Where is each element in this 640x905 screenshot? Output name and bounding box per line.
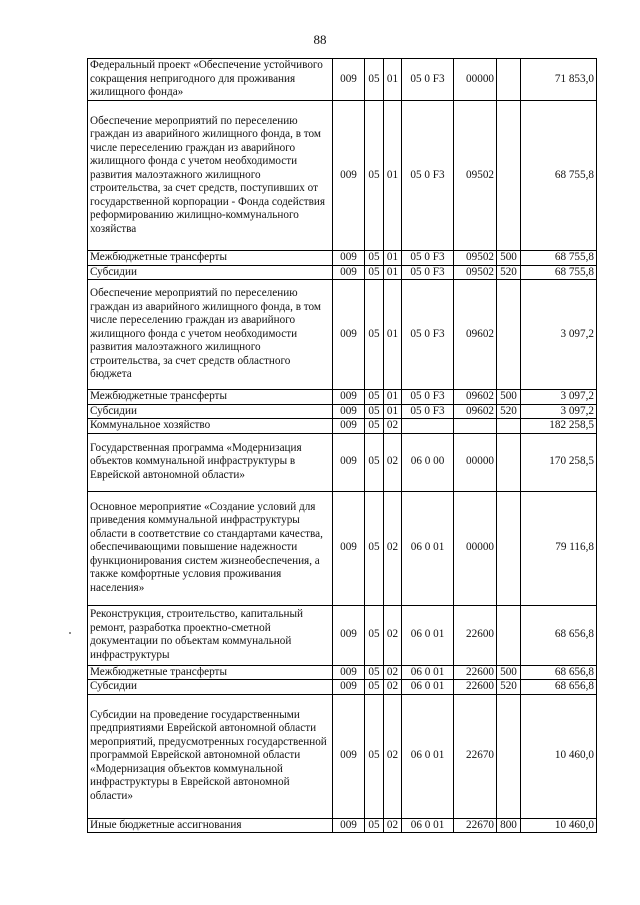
cell-amount: 68 755,8 [521,101,597,251]
row-name: Межбюджетные трансферты [88,390,333,405]
cell-direction: 22670 [454,694,497,818]
table-row [88,404,597,419]
table-row [88,265,597,280]
cell-vid-rashoda [497,280,521,390]
cell-razdel: 05 [365,280,384,390]
cell-direction [454,419,497,434]
cell-razdel: 05 [365,818,384,833]
cell-direction: 00000 [454,491,497,605]
cell-program [402,419,454,434]
cell-direction: 09602 [454,404,497,419]
cell-amount: 170 258,5 [521,433,597,491]
cell-podrazdel: 01 [384,265,402,280]
row-name: Субсидии [88,404,333,419]
table-row [88,694,597,818]
budget-table [87,58,597,833]
cell-ved: 009 [333,251,365,266]
row-name: Субсидии [88,265,333,280]
cell-program: 06 0 01 [402,818,454,833]
cell-podrazdel: 01 [384,251,402,266]
cell-razdel: 05 [365,404,384,419]
cell-program: 05 0 F3 [402,59,454,101]
row-name: Реконструкция, строительство, капитальный ремонт, разработка проектно-сметной документации по объектам коммунальной инфраструктуры [88,605,333,665]
cell-amount: 10 460,0 [521,694,597,818]
cell-podrazdel: 02 [384,605,402,665]
cell-razdel: 05 [365,265,384,280]
cell-amount: 68 656,8 [521,605,597,665]
cell-program: 06 0 01 [402,605,454,665]
cell-program: 05 0 F3 [402,390,454,405]
row-name: Федеральный проект «Обеспечение устойчивого сокращения непригодного для проживания жилищного фонда» [88,59,333,101]
table-row [88,251,597,266]
table-row [88,680,597,695]
cell-razdel: 05 [365,491,384,605]
cell-amount: 68 656,8 [521,665,597,680]
table-row [88,665,597,680]
cell-direction: 09502 [454,265,497,280]
cell-ved: 009 [333,818,365,833]
table-row [88,101,597,251]
cell-vid-rashoda: 800 [497,818,521,833]
cell-vid-rashoda [497,59,521,101]
table-row [88,491,597,605]
row-name: Межбюджетные трансферты [88,665,333,680]
cell-amount: 3 097,2 [521,280,597,390]
cell-vid-rashoda: 520 [497,680,521,695]
scan-speck [69,632,71,634]
cell-program: 05 0 F3 [402,251,454,266]
cell-podrazdel: 02 [384,694,402,818]
table-row [88,390,597,405]
cell-direction: 22600 [454,665,497,680]
cell-amount: 10 460,0 [521,818,597,833]
cell-ved: 009 [333,419,365,434]
cell-ved: 009 [333,280,365,390]
cell-direction: 00000 [454,433,497,491]
cell-program: 06 0 01 [402,680,454,695]
page-number: 88 [313,32,327,47]
cell-ved: 009 [333,680,365,695]
cell-direction: 09502 [454,101,497,251]
cell-ved: 009 [333,491,365,605]
cell-amount: 68 755,8 [521,251,597,266]
table-row [88,605,597,665]
cell-ved: 009 [333,433,365,491]
cell-ved: 009 [333,665,365,680]
cell-program: 06 0 00 [402,433,454,491]
cell-program: 05 0 F3 [402,265,454,280]
row-name: Субсидии [88,680,333,695]
budget-table-body [88,59,597,833]
cell-vid-rashoda: 520 [497,404,521,419]
table-row [88,433,597,491]
cell-ved: 009 [333,605,365,665]
cell-amount: 79 116,8 [521,491,597,605]
cell-ved: 009 [333,101,365,251]
cell-razdel: 05 [365,433,384,491]
cell-program: 06 0 01 [402,491,454,605]
cell-amount: 68 656,8 [521,680,597,695]
cell-vid-rashoda: 500 [497,390,521,405]
row-name: Государственная программа «Модернизация объектов коммунальной инфраструктуры в Еврейской автономной области» [88,433,333,491]
cell-razdel: 05 [365,605,384,665]
cell-vid-rashoda [497,419,521,434]
cell-program: 05 0 F3 [402,280,454,390]
table-row [88,59,597,101]
cell-direction: 22670 [454,818,497,833]
cell-ved: 009 [333,694,365,818]
row-name: Обеспечение мероприятий по переселению граждан из аварийного жилищного фонда, в том числе переселению граждан из аварийного жилищного фонда с учетом необходимости развития малоэтажного жилищного строительства, за счет средств областного бюджета [88,280,333,390]
cell-podrazdel: 01 [384,59,402,101]
cell-podrazdel: 02 [384,419,402,434]
cell-podrazdel: 01 [384,390,402,405]
cell-razdel: 05 [365,251,384,266]
row-name: Иные бюджетные ассигнования [88,818,333,833]
cell-program: 06 0 01 [402,665,454,680]
cell-razdel: 05 [365,101,384,251]
cell-amount: 3 097,2 [521,390,597,405]
cell-ved: 009 [333,59,365,101]
cell-amount: 71 853,0 [521,59,597,101]
cell-program: 05 0 F3 [402,404,454,419]
cell-vid-rashoda [497,433,521,491]
table-row [88,280,597,390]
cell-razdel: 05 [365,665,384,680]
cell-direction: 00000 [454,59,497,101]
cell-razdel: 05 [365,59,384,101]
row-name: Коммунальное хозяйство [88,419,333,434]
table-row [88,818,597,833]
cell-vid-rashoda: 520 [497,265,521,280]
cell-razdel: 05 [365,680,384,695]
cell-podrazdel: 01 [384,404,402,419]
cell-vid-rashoda: 500 [497,251,521,266]
cell-podrazdel: 02 [384,818,402,833]
cell-ved: 009 [333,265,365,280]
cell-podrazdel: 02 [384,433,402,491]
cell-vid-rashoda [497,694,521,818]
cell-amount: 68 755,8 [521,265,597,280]
cell-direction: 22600 [454,680,497,695]
row-name: Межбюджетные трансферты [88,251,333,266]
cell-program: 06 0 01 [402,694,454,818]
cell-program: 05 0 F3 [402,101,454,251]
table-row [88,419,597,434]
row-name: Основное мероприятие «Создание условий для приведения коммунальной инфраструктуры области в соответствие со стандартами качества, обеспечивающими повышение надежности функционирования систем жизнеобеспечения, а также комфортные условия проживания населения» [88,491,333,605]
cell-podrazdel: 02 [384,680,402,695]
cell-razdel: 05 [365,390,384,405]
cell-direction: 22600 [454,605,497,665]
cell-podrazdel: 01 [384,101,402,251]
cell-vid-rashoda [497,101,521,251]
cell-ved: 009 [333,404,365,419]
cell-razdel: 05 [365,419,384,434]
cell-vid-rashoda [497,491,521,605]
row-name: Субсидии на проведение государственными предприятиями Еврейской автономной области мероприятий, предусмотренных государственной программой Еврейской автономной области «Модернизация объектов коммунальной инфраструктуры в Еврейской автономной области» [88,694,333,818]
cell-ved: 009 [333,390,365,405]
cell-direction: 09602 [454,390,497,405]
cell-razdel: 05 [365,694,384,818]
cell-direction: 09502 [454,251,497,266]
cell-podrazdel: 02 [384,665,402,680]
cell-vid-rashoda [497,605,521,665]
cell-podrazdel: 01 [384,280,402,390]
cell-amount: 182 258,5 [521,419,597,434]
cell-vid-rashoda: 500 [497,665,521,680]
cell-direction: 09602 [454,280,497,390]
row-name: Обеспечение мероприятий по переселению граждан из аварийного жилищного фонда, в том числе переселению граждан из аварийного жилищного фонда с учетом необходимости развития малоэтажного жилищного строительства, за счет средств, поступивших от государственной корпорации - Фонда содействия реформированию жилищно-коммунального хозяйства [88,101,333,251]
cell-amount: 3 097,2 [521,404,597,419]
cell-podrazdel: 02 [384,491,402,605]
